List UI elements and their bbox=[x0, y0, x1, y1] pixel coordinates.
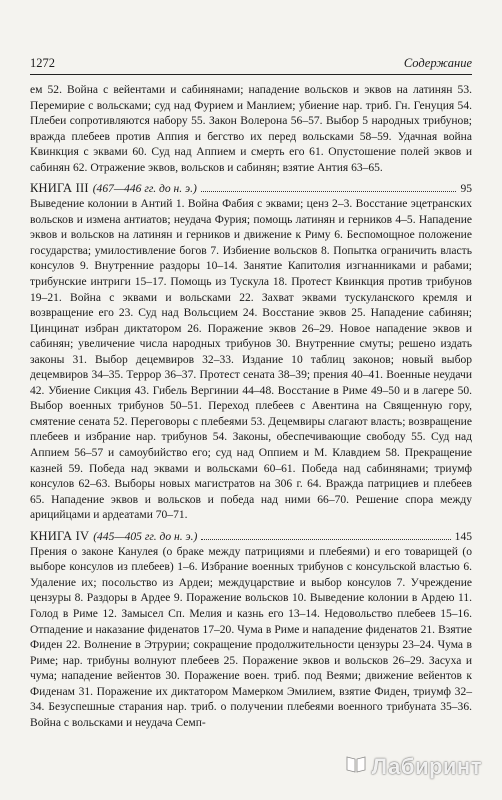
watermark-text: Лабиринт bbox=[371, 754, 482, 779]
book-3-page: 95 bbox=[460, 183, 472, 196]
book-3-heading bbox=[30, 180, 472, 197]
book-4-label: КНИГА IV bbox=[30, 528, 90, 543]
book-4-heading bbox=[30, 528, 472, 545]
book-4-page: 145 bbox=[454, 530, 472, 543]
book-4-years: (445—405 гг. до н. э.) bbox=[93, 530, 198, 543]
section-title: Содержание bbox=[403, 56, 472, 70]
book-3-label: КНИГА III bbox=[30, 181, 89, 196]
dot-leader bbox=[201, 538, 450, 540]
dot-leader bbox=[201, 190, 457, 192]
book-3-years: (467—446 гг. до н. э.) bbox=[92, 183, 197, 196]
page-number: 1272 bbox=[30, 56, 55, 70]
header-rule bbox=[30, 74, 472, 75]
book-logo-icon bbox=[344, 752, 368, 782]
watermark bbox=[344, 752, 482, 782]
book-2-tail-summary: ем 52. Война с вейентами и сабинянами; нападение вольсков и эквов на латинян 53. Перемирие с вольсками; суд над Фурием и Манлием; убиение нар. триб. Гн. Генуция 54. Плебеи сопротивляются набору 55. Закон Волерона 56–57. Выбор 5 народных трибунов; вражда плебеев против Аппия и бегство их перед вольсками 58–59. Удачная война Квинкция с эквами 60. Суд над Аппием и смерть его 61. Опустошение полей эквов и сабинян 62. Отражение эквов, вольсков и сабинян; взятие Антия 63–65. bbox=[30, 84, 472, 174]
running-header bbox=[30, 56, 472, 71]
contents-body bbox=[30, 83, 472, 731]
book-3-summary: Выведение колонии в Антий 1. Война Фабия с эквами; ценз 2–3. Восстание эцетранских вольсков и измена антиатов; неудача Фурия; помощь латинян и герников 4–5. Нападение эквов и вольсков на латинян и герников и движение к Риму 6. Беспомощное положение государства; умилостивление богов 7. Избиение вольсков 8. Попытка ограничить власть консулов 9. Внутренние раздоры 10–14. Занятие Капитолия изгнанниками и рабами; трибунские интриги 15–17. Помощь из Тускула 18. Протест Квинкция против трибунов 19–21. Война с эквами и вольсками 22. Захват эквами тускуланского кремля и возвращение его 23. Суд над Вольсцием 24. Восстание эквов 25. Нападение сабинян; Цинцинат избран диктатором 26. Поражение эквов 26–29. Новое нападение эквов и сабинян; увеличение числа народных трибунов 30. Внутренние смуты; решено издать законы 31. Выбор децемвиров 32–33. Издание 10 таблиц законов; новый выбор децемвиров 34–35. Террор 36–37. Протест сената 38–39; прения 40–41. Военные неудачи 42. Убиение Сикция 43. Гибель Вергинии 44–48. Восстание в Риме 49–50 и в лагере 50. Выбор военных трибунов 50–51. Переход плебеев с Авентина на Священную гору, смятение сената 52. Переговоры с плебеями 53. Децемвиры слагают власть; возвращение плебеев и избрание нар. трибунов 54. Законы, обеспечивающие свободу 55. Суд над Аппием 56–57 и самоубийство его; суд над Оппием и М. Клавдием 58. Прекращение казней 59. Победа над эквами и вольсками 60–61. Победа над сабинянами; триумф консулов 62–63. Выборы новых магистратов на 306 г. 64. Вражда патрициев и плебеев 65. Нападение эквов и вольсков и победа над ними 66–70. Решение спора между арицийцами и ардеатами 70–71. bbox=[30, 198, 472, 522]
book-4-summary: Прения о законе Канулея (о браке между патрициями и плебеями) и его товарищей (о выборе консулов из плебеев) 1–6. Избрание военных трибунов с консульской властью 6. Удаление их; посольство из Ардеи; междуцарствие и выбор консулов 7. Учреждение цензуры 8. Раздоры в Ардее 9. Поражение вольсков 10. Выведение колонии в Ардею 11. Голод в Риме 12. Замысел Сп. Мелия и казнь его 13–14. Недовольство плебеев 15–16. Отпадение и наказание фиденатов 17–20. Чума в Риме и нападение фиденатов 21. Взятие Фиден 22. Волнение в Этрурии; сокращение продолжительности цензуры 23–24. Чума в Риме; нар. трибуны волнуют плебеев 25. Поражение эквов и вольсков 26–29. Засуха и чума; нападение вейентов 30. Поражение воен. триб. под Веями; движение вейентов к Фиденам 31. Поражение их диктатором Мамерком Эмилием, взятие Фиден, триумф 32–34. Безуспешные старания нар. триб. о получении плебеями военного трибуната 35–36. Война с вольсками и неудача Семп- bbox=[30, 545, 472, 729]
